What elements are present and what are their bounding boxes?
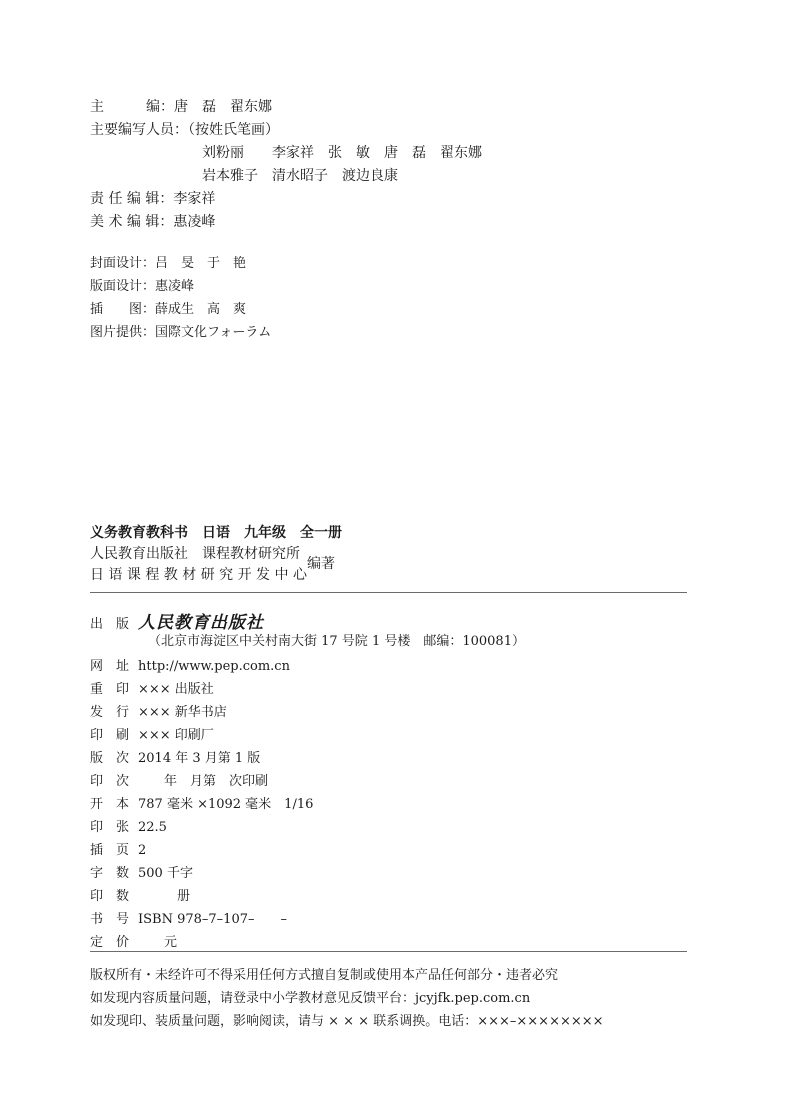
chief-editor-label: 主 编： — [90, 99, 174, 115]
art-editor-row — [90, 211, 215, 231]
pub-row — [90, 793, 313, 812]
pub-key: 印 次 — [90, 774, 130, 789]
art-editor-label: 美 术 编 辑： — [90, 214, 174, 230]
pub-key: 印 张 — [90, 820, 130, 835]
pub-key: 开 本 — [90, 797, 130, 812]
copyright-notice: 版权所有・未经许可不得采用任何方式擅自复制或使用本产品任何部分・违者必究 — [90, 968, 559, 983]
pub-key: 发 行 — [90, 705, 130, 720]
illustration-value: 薛成生 高 爽 — [155, 302, 247, 317]
content-feedback-notice: 如发现内容质量问题，请登录中小学教材意见反馈平台：jcyjfk.pep.com.cn — [90, 991, 531, 1006]
pub-value: 册 — [138, 889, 191, 904]
divider-top — [90, 592, 687, 593]
pub-key: 定 价 — [90, 935, 130, 950]
photo-credit-row — [90, 321, 271, 340]
cover-design-label: 封面设计： — [90, 256, 156, 271]
pub-value: 年 月第 次印刷 — [138, 774, 269, 789]
writers-note: （按姓氏笔画） — [188, 122, 279, 138]
pub-row — [90, 747, 260, 766]
responsible-editor-value: 李家祥 — [173, 191, 216, 207]
pub-row — [90, 839, 146, 858]
pub-key: 网 址 — [90, 659, 130, 674]
layout-design-value: 惠凌峰 — [155, 279, 195, 294]
pub-value: 2014 年 3 月第 1 版 — [138, 751, 261, 766]
print-quality-notice: 如发现印、装质量问题，影响阅读，请与 × × × 联系调换。电话：×××–×××××××× — [90, 1014, 604, 1029]
chief-editor-value: 唐 磊 翟东娜 — [174, 99, 272, 115]
responsible-editor-label: 责 任 编 辑： — [90, 191, 174, 207]
photo-credit-value: 国際文化フォーラム — [155, 325, 272, 340]
book-title: 义务教育教科书 日语 九年级 全一册 — [90, 525, 342, 541]
writers-label: 主要编写人员： — [90, 122, 188, 138]
pub-value: ISBN 978–7–107– – — [138, 912, 287, 927]
pub-value: ××× 新华书店 — [138, 705, 227, 720]
pub-key: 书 号 — [90, 912, 130, 927]
pub-value: ××× 出版社 — [138, 682, 214, 697]
pub-key: 重 印 — [90, 682, 130, 697]
layout-design-label: 版面设计： — [90, 279, 156, 294]
pub-value: 787 毫米 ×1092 毫米 1/16 — [138, 797, 314, 812]
publisher-logo: 人民教育出版社 — [138, 613, 264, 633]
divider-bottom — [90, 951, 687, 952]
pub-value: http://www.pep.com.cn — [138, 659, 290, 674]
pub-key: 版 次 — [90, 751, 130, 766]
pub-value: 22.5 — [138, 820, 167, 835]
editor-org-2: 日 语 课 程 教 材 研 究 开 发 中 心 — [90, 567, 307, 583]
pub-key: 字 数 — [90, 866, 130, 881]
cover-design-value: 吕 旻 于 艳 — [155, 256, 247, 271]
writers-row — [90, 119, 279, 139]
pub-key: 印 刷 — [90, 728, 130, 743]
pub-row — [90, 770, 268, 789]
publisher-address: （北京市海淀区中关村南大街 17 号院 1 号楼 邮编：100081） — [148, 634, 525, 649]
publisher-label: 出 版 — [90, 617, 130, 632]
pub-key: 印 数 — [90, 889, 130, 904]
writers-names-2: 岩本雅子 清水昭子 渡边良康 — [202, 168, 398, 184]
pub-row — [90, 678, 214, 697]
art-editor-value: 惠凌峰 — [173, 214, 216, 230]
pub-row — [90, 931, 177, 950]
pub-row — [90, 816, 167, 835]
pub-key: 插 页 — [90, 843, 130, 858]
pub-value: 500 千字 — [138, 866, 193, 881]
pub-row — [90, 724, 214, 743]
pub-row — [90, 655, 290, 674]
responsible-editor-row — [90, 188, 215, 208]
illustration-row — [90, 298, 246, 317]
layout-design-row — [90, 275, 194, 294]
pub-row — [90, 885, 190, 904]
chief-editor-row — [90, 96, 272, 116]
illustration-label: 插 图： — [90, 302, 156, 317]
cover-design-row — [90, 252, 246, 271]
pub-row — [90, 908, 287, 927]
editor-org-1: 人民教育出版社 课程教材研究所 — [90, 546, 300, 562]
photo-credit-label: 图片提供： — [90, 325, 156, 340]
pub-value: 2 — [138, 843, 147, 858]
pub-value: ××× 印刷厂 — [138, 728, 214, 743]
pub-value: 元 — [138, 935, 178, 950]
pub-row — [90, 701, 227, 720]
writers-names-1: 刘粉丽 李家祥 张 敏 唐 磊 翟东娜 — [202, 145, 482, 161]
pub-row — [90, 862, 193, 881]
compiled-by: 编著 — [307, 556, 335, 572]
